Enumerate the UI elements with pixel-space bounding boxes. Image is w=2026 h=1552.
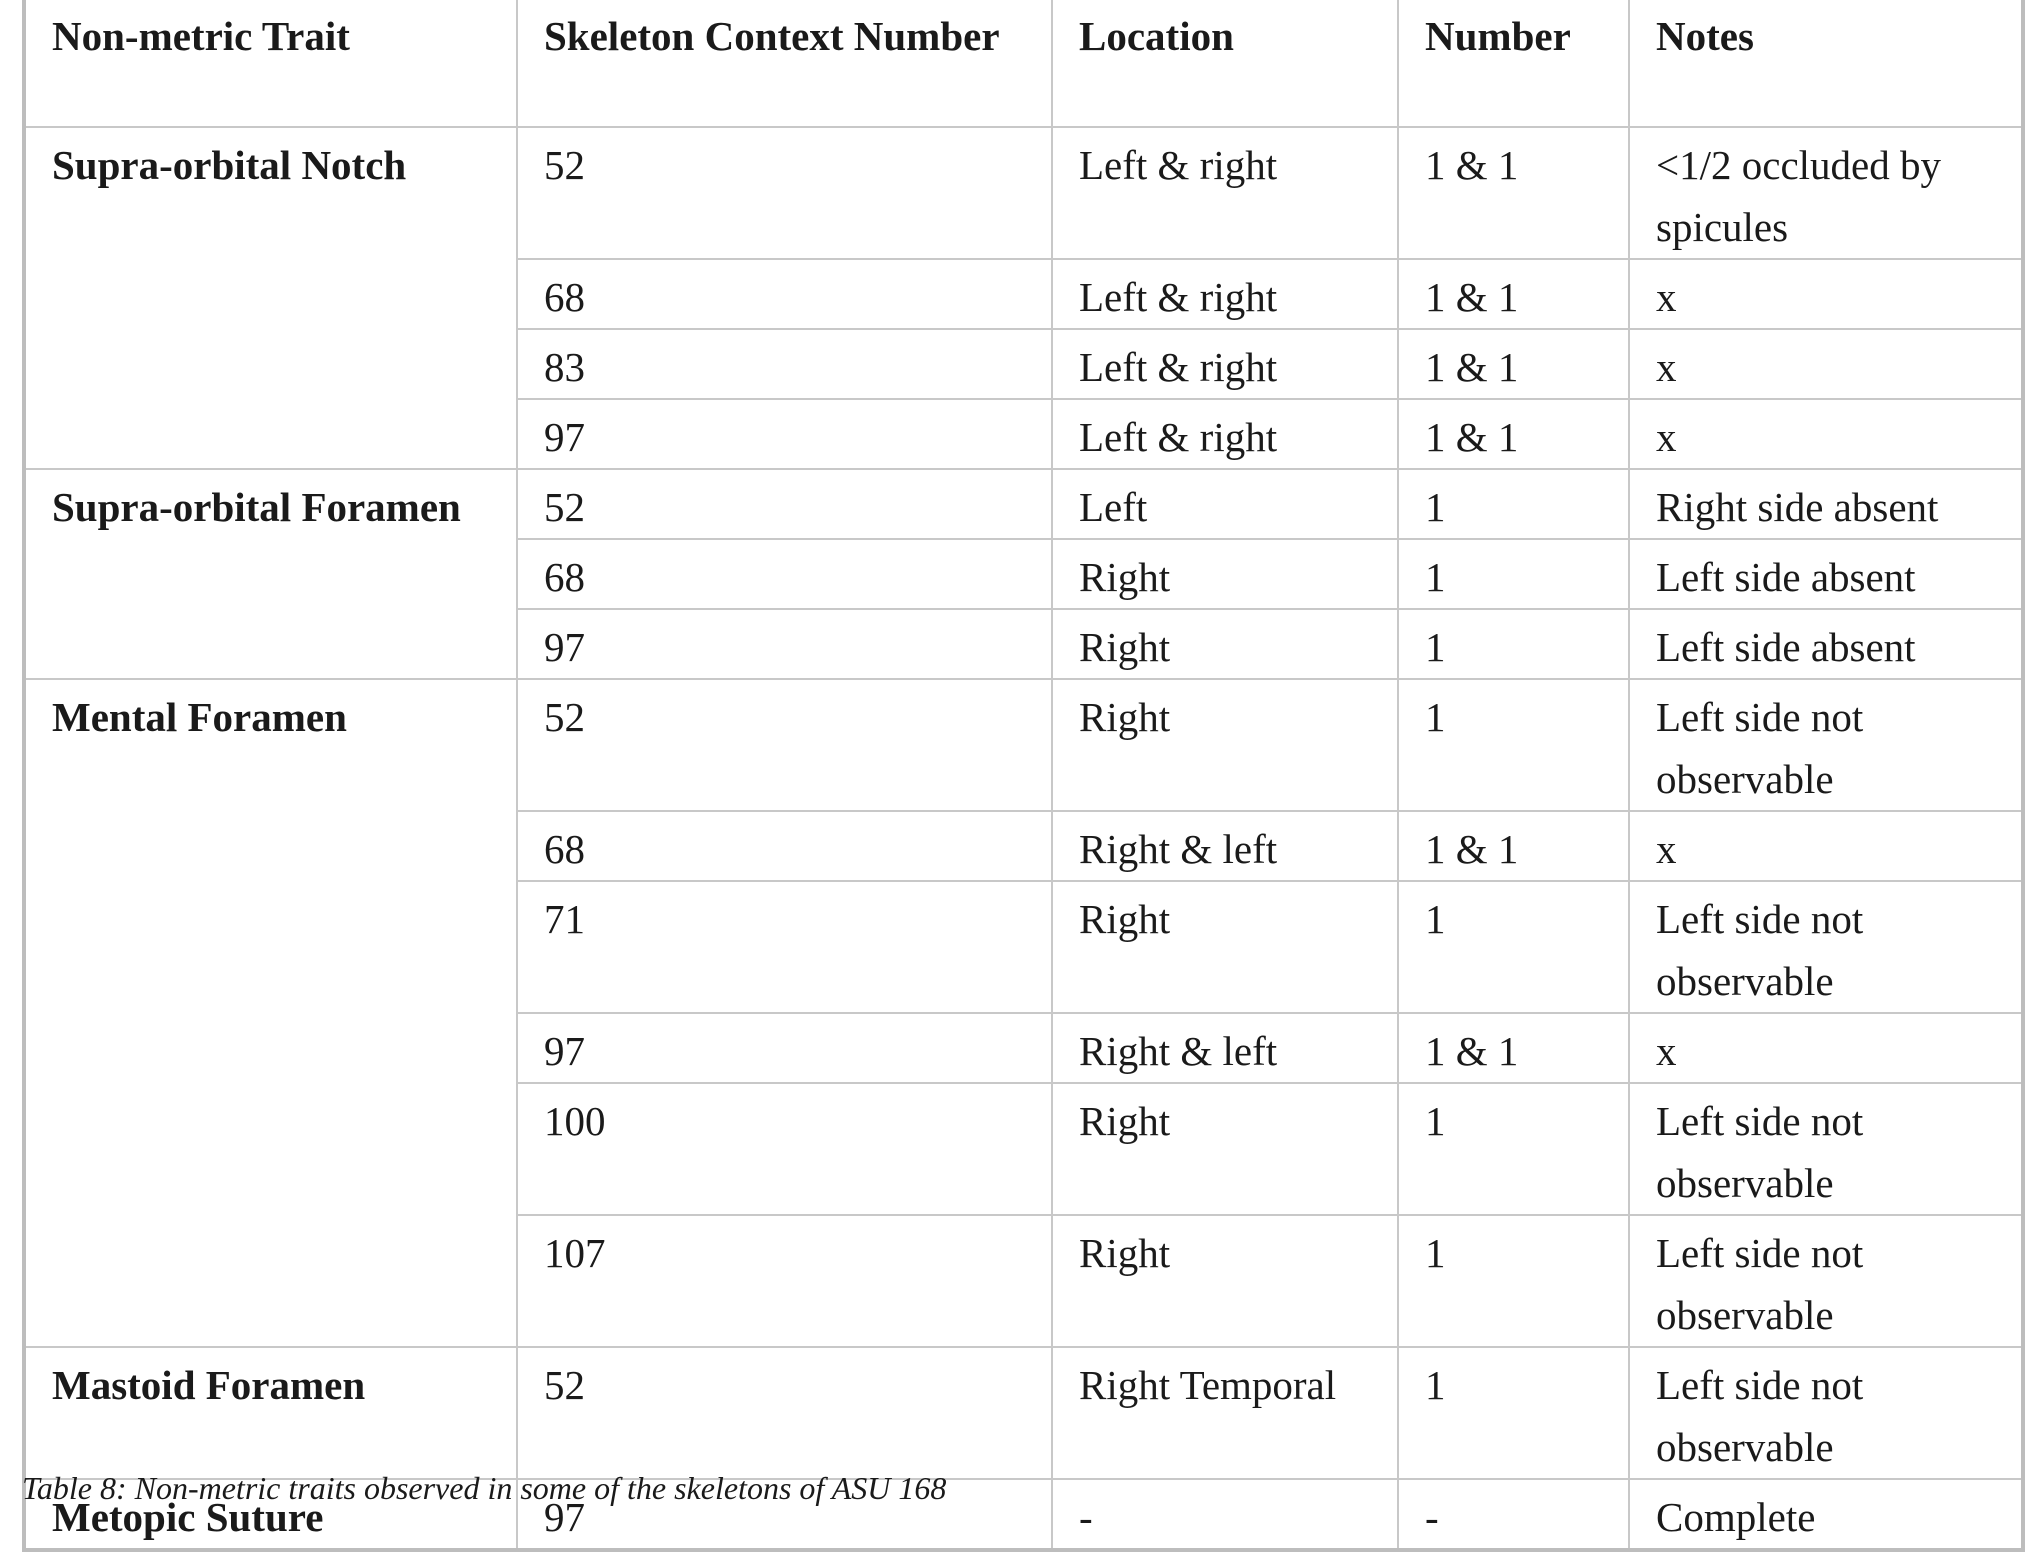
- context-cell: 97: [517, 399, 1052, 469]
- number-cell: 1: [1398, 469, 1629, 539]
- notes-cell: x: [1629, 259, 2023, 329]
- number-cell: 1: [1398, 679, 1629, 811]
- header-number: Number: [1398, 0, 1629, 127]
- trait-cell: Supra-orbital Foramen: [24, 469, 517, 679]
- notes-cell: Left side not observable: [1629, 881, 2023, 1013]
- header-notes: Notes: [1629, 0, 2023, 127]
- location-cell: Right & left: [1052, 811, 1398, 881]
- context-cell: 107: [517, 1215, 1052, 1347]
- number-cell: 1 & 1: [1398, 399, 1629, 469]
- location-cell: Left & right: [1052, 259, 1398, 329]
- notes-cell: Left side not observable: [1629, 1083, 2023, 1215]
- table-row: [24, 469, 2023, 539]
- header-trait: Non-metric Trait: [24, 0, 517, 127]
- header-context: Skeleton Context Number: [517, 0, 1052, 127]
- number-cell: 1: [1398, 1083, 1629, 1215]
- number-cell: 1 & 1: [1398, 127, 1629, 259]
- trait-cell: Metopic Suture: [24, 1479, 517, 1550]
- location-cell: Right: [1052, 881, 1398, 1013]
- context-cell: 68: [517, 539, 1052, 609]
- context-cell: 52: [517, 127, 1052, 259]
- trait-cell: Supra-orbital Notch: [24, 127, 517, 469]
- notes-cell: x: [1629, 329, 2023, 399]
- notes-cell: x: [1629, 399, 2023, 469]
- context-cell: 97: [517, 1479, 1052, 1550]
- header-location: Location: [1052, 0, 1398, 127]
- notes-cell: x: [1629, 811, 2023, 881]
- context-cell: 52: [517, 1347, 1052, 1479]
- number-cell: 1 & 1: [1398, 259, 1629, 329]
- number-cell: -: [1398, 1479, 1629, 1550]
- location-cell: Right: [1052, 1083, 1398, 1215]
- context-cell: 83: [517, 329, 1052, 399]
- context-cell: 97: [517, 609, 1052, 679]
- notes-cell: Left side not observable: [1629, 679, 2023, 811]
- context-cell: 68: [517, 811, 1052, 881]
- context-cell: 71: [517, 881, 1052, 1013]
- number-cell: 1 & 1: [1398, 329, 1629, 399]
- notes-cell: Left side not observable: [1629, 1215, 2023, 1347]
- table-row: [24, 127, 2023, 259]
- context-cell: 68: [517, 259, 1052, 329]
- context-cell: 52: [517, 679, 1052, 811]
- location-cell: Right Temporal: [1052, 1347, 1398, 1479]
- location-cell: Left & right: [1052, 399, 1398, 469]
- location-cell: Right: [1052, 1215, 1398, 1347]
- location-cell: Left & right: [1052, 127, 1398, 259]
- location-cell: Right: [1052, 679, 1398, 811]
- location-cell: Left & right: [1052, 329, 1398, 399]
- trait-cell: Mental Foramen: [24, 679, 517, 1347]
- number-cell: 1: [1398, 609, 1629, 679]
- location-cell: Right: [1052, 609, 1398, 679]
- number-cell: 1: [1398, 1215, 1629, 1347]
- notes-cell: Left side absent: [1629, 609, 2023, 679]
- notes-cell: Left side absent: [1629, 539, 2023, 609]
- notes-cell: Left side not observable: [1629, 1347, 2023, 1479]
- context-cell: 100: [517, 1083, 1052, 1215]
- number-cell: 1 & 1: [1398, 1013, 1629, 1083]
- table-caption: Table 8: Non-metric traits observed in some of the skeletons of ASU 168: [22, 1470, 947, 1506]
- header-row: [24, 0, 2023, 127]
- number-cell: 1: [1398, 881, 1629, 1013]
- notes-cell: Complete: [1629, 1479, 2023, 1550]
- number-cell: 1: [1398, 1347, 1629, 1479]
- context-cell: 97: [517, 1013, 1052, 1083]
- number-cell: 1 & 1: [1398, 811, 1629, 881]
- location-cell: Left: [1052, 469, 1398, 539]
- non-metric-traits-table: [22, 0, 2025, 1552]
- table-row: [24, 679, 2023, 811]
- location-cell: Right & left: [1052, 1013, 1398, 1083]
- location-cell: Right: [1052, 539, 1398, 609]
- notes-cell: x: [1629, 1013, 2023, 1083]
- table-row: [24, 1347, 2023, 1479]
- notes-cell: Right side absent: [1629, 469, 2023, 539]
- location-cell: -: [1052, 1479, 1398, 1550]
- notes-cell: <1/2 occluded by spicules: [1629, 127, 2023, 259]
- trait-cell: Mastoid Foramen: [24, 1347, 517, 1479]
- context-cell: 52: [517, 469, 1052, 539]
- number-cell: 1: [1398, 539, 1629, 609]
